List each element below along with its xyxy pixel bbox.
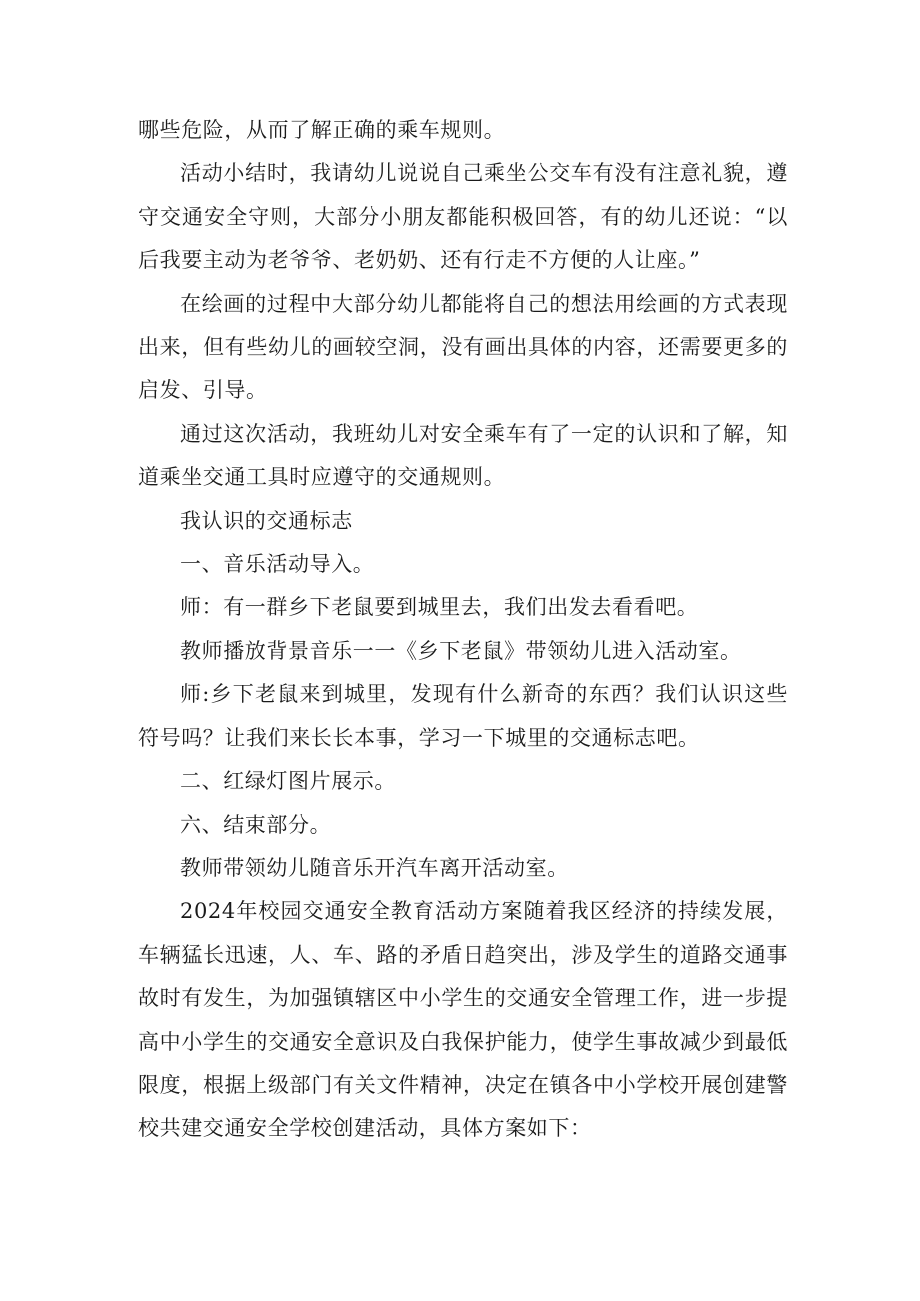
- step-two-heading: 二、红绿灯图片展示。: [180, 769, 396, 794]
- paragraph-teacher-line-2: 师:乡下老鼠来到城里，发现有什么新奇的东西？我们认识这些符号吗？让我们来长长本事，学习一下城里的交通标志吧。: [138, 682, 788, 750]
- paragraph-ending: 教师带领幼儿随音乐开汽车离开活动室。: [180, 855, 569, 880]
- paragraph-conclusion: 通过这次活动，我班幼儿对安全乘车有了一定的认识和了解，知道乘坐交通工具时应遵守的交通规则。: [138, 421, 788, 490]
- paragraph-teacher-line-1: 师：有一群乡下老鼠要到城里去，我们出发去看看吧。: [180, 595, 699, 620]
- step-one-heading: 一、音乐活动导入。: [180, 552, 375, 577]
- paragraph-campus-plan: 2024年校园交通安全教育活动方案随着我区经济的持续发展，车辆猛长迅速，人、车、路的矛盾日趋突出，涉及学生的道路交通事故时有发生，为加强镇辖区中小学生的交通安全管理工作，进一步提高中小学生的交通安全意识及白我保护能力，使学生事故减少到最低限度，根据上级部门有关文件精神，决定在镇各中小学校开展创建警校共建交通安全学校创建活动，具体方案如下：: [138, 899, 788, 1141]
- paragraph-drawing: 在绘画的过程中大部分幼儿都能将自己的想法用绘画的方式表现出来，但有些幼儿的画较空洞，没有画出具体的内容，还需要更多的启发、引导。: [138, 291, 788, 403]
- paragraph-continuation: 哪些危险，从而了解正确的乘车规则。: [138, 118, 506, 142]
- paragraph-music: 教师播放背景音乐一一《乡下老鼠》带领幼儿进入活动室。: [180, 638, 742, 663]
- document-body: [138, 109, 788, 1151]
- step-six-heading: 六、结束部分。: [180, 812, 332, 837]
- paragraph-activity-summary: 活动小结时，我请幼儿说说自己乘坐公交车有没有注意礼貌，遵守交通安全守则，大部分小朋友都能积极回答，有的幼儿还说：“以后我要主动为老爷爷、老奶奶、还有行走不方便的人让座。”: [138, 161, 788, 273]
- section-title-traffic-signs: 我认识的交通标志: [180, 508, 353, 533]
